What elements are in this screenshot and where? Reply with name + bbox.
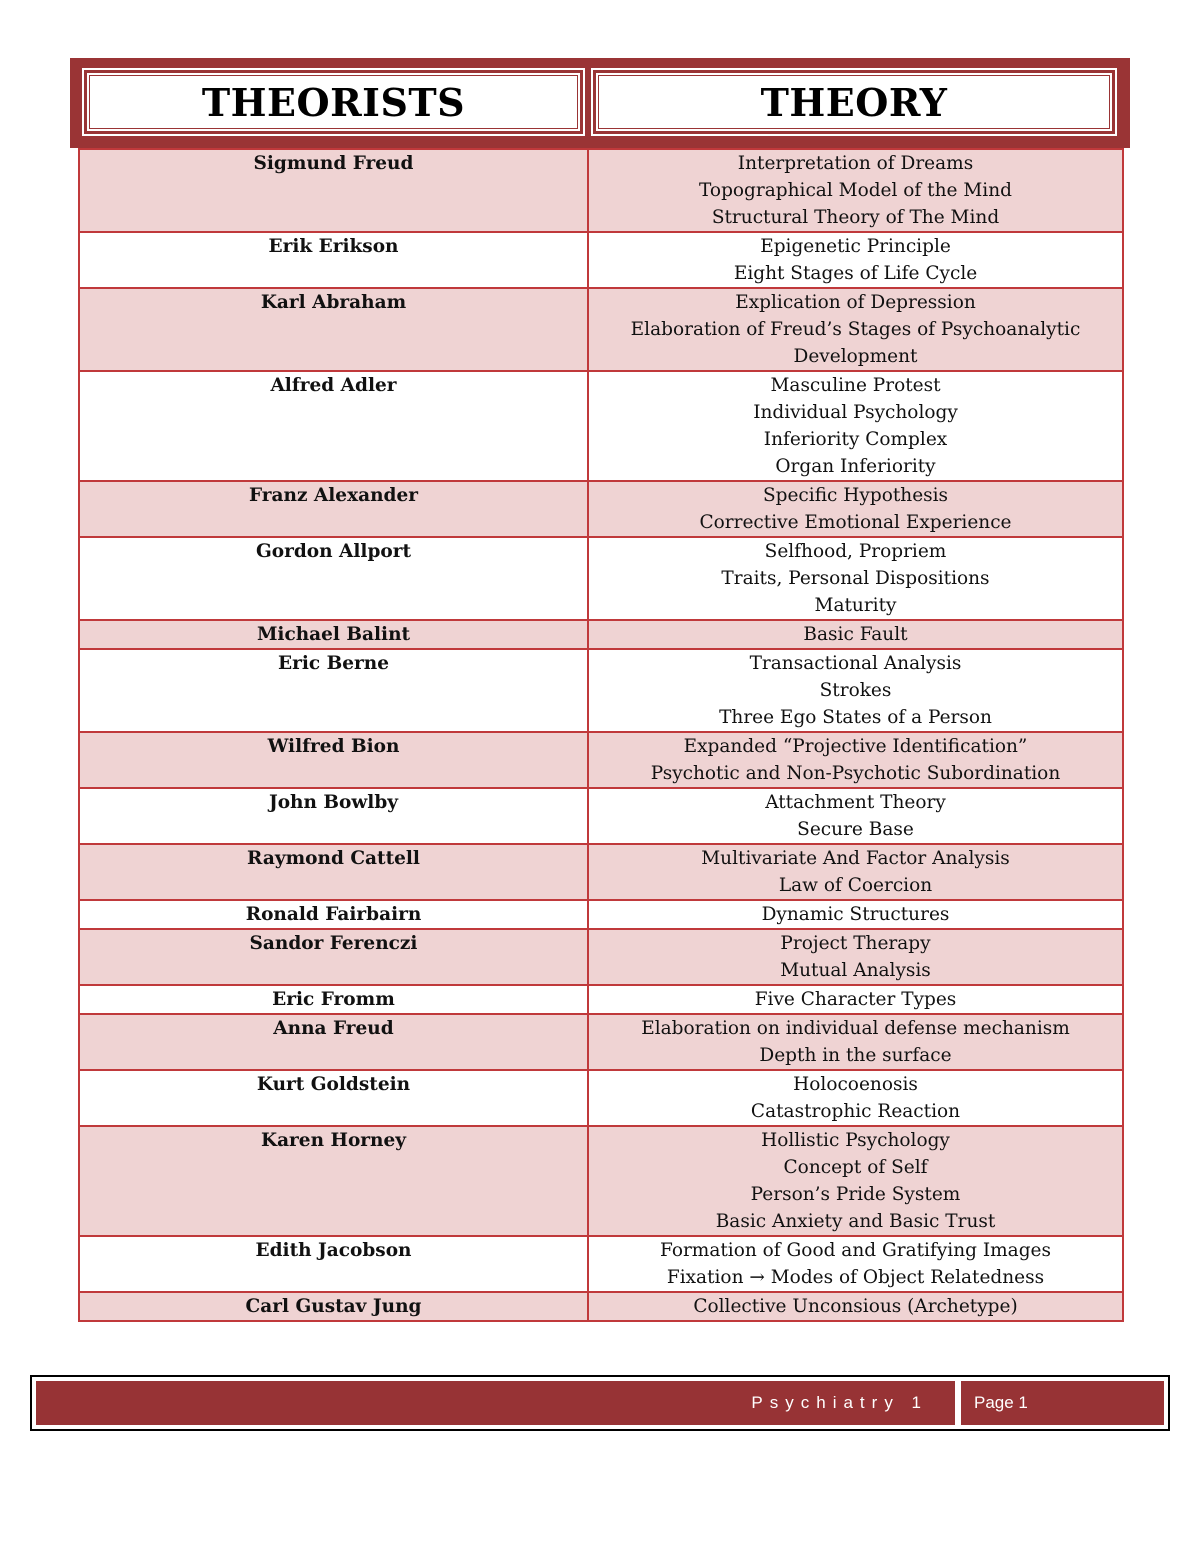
table-row	[79, 481, 1123, 537]
theory-item: Concept of Self	[783, 1157, 928, 1178]
theory-item: Formation of Good and Gratifying Images	[660, 1240, 1051, 1261]
theory-item: Catastrophic Reaction	[750, 1101, 961, 1122]
theory-item: Interpretation of Dreams	[737, 153, 974, 174]
theory-item: Inferiority Complex	[763, 429, 948, 450]
theorist-name: Wilfred Bion	[79, 732, 588, 788]
theorist-name: Karl Abraham	[79, 288, 588, 371]
theory-cell	[588, 732, 1123, 788]
table-row	[79, 1126, 1123, 1236]
theory-item: Strokes	[819, 680, 892, 701]
theory-cell	[588, 1126, 1123, 1236]
theory-item: Psychotic and Non-Psychotic Subordination	[650, 763, 1061, 784]
footer-bar	[36, 1381, 1164, 1425]
page-footer	[30, 1375, 1170, 1431]
table-row	[79, 985, 1123, 1014]
table-row	[79, 1014, 1123, 1070]
table-row	[79, 929, 1123, 985]
theory-cell	[588, 649, 1123, 732]
table-row	[79, 620, 1123, 649]
theorist-name: John Bowlby	[79, 788, 588, 844]
theory-item: Law of Coercion	[778, 875, 933, 896]
table-row	[79, 232, 1123, 288]
table-row	[79, 1292, 1123, 1321]
theory-cell	[588, 1070, 1123, 1126]
theorist-name: Franz Alexander	[79, 481, 588, 537]
theory-item: Structural Theory of The Mind	[711, 207, 1000, 228]
theorist-name: Sandor Ferenczi	[79, 929, 588, 985]
theory-item: Three Ego States of a Person	[719, 707, 992, 728]
theorist-name: Gordon Allport	[79, 537, 588, 620]
theory-item: Secure Base	[797, 819, 914, 840]
theory-item: Corrective Emotional Experience	[699, 512, 1012, 533]
theory-item: Elaboration on individual defense mechanism	[641, 1018, 1070, 1039]
theorist-name: Eric Fromm	[79, 985, 588, 1014]
theory-item: Individual Psychology	[753, 402, 958, 423]
table-row	[79, 371, 1123, 481]
theory-item: Topographical Model of the Mind	[699, 180, 1012, 201]
table-row	[79, 1070, 1123, 1126]
theory-item: Dynamic Structures	[761, 904, 950, 925]
theory-item: Collective Unconsious (Archetype)	[693, 1296, 1018, 1317]
theory-item: Development	[793, 346, 918, 367]
theory-item: Five Character Types	[754, 989, 957, 1010]
header-theory: THEORY	[593, 70, 1115, 134]
table-row	[79, 844, 1123, 900]
theory-cell	[588, 985, 1123, 1014]
theory-item: Epigenetic Principle	[760, 236, 951, 257]
theory-item: Fixation → Modes of Object Relatedness	[666, 1267, 1045, 1288]
footer-divider	[955, 1381, 961, 1425]
table-row	[79, 1236, 1123, 1292]
theory-cell	[588, 288, 1123, 371]
theorist-name: Erik Erikson	[79, 232, 588, 288]
theory-item: Organ Inferiority	[775, 456, 936, 477]
theory-cell	[588, 620, 1123, 649]
footer-title: Psychiatry 1	[751, 1393, 928, 1412]
theorist-name: Alfred Adler	[79, 371, 588, 481]
table-row	[79, 788, 1123, 844]
theory-item: Basic Anxiety and Basic Trust	[715, 1211, 996, 1232]
theory-item: Depth in the surface	[759, 1045, 952, 1066]
theory-cell	[588, 788, 1123, 844]
page-number: Page 1	[974, 1393, 1028, 1412]
table-row	[79, 288, 1123, 371]
theorist-name: Edith Jacobson	[79, 1236, 588, 1292]
theorist-name: Ronald Fairbairn	[79, 900, 588, 929]
theory-item: Traits, Personal Dispositions	[721, 568, 990, 589]
theory-item: Specific Hypothesis	[762, 485, 949, 506]
theory-item: Mutual Analysis	[780, 960, 931, 981]
theory-item: Holocoenosis	[793, 1074, 918, 1095]
theory-item: Person’s Pride System	[750, 1184, 961, 1205]
theory-item: Explication of Depression	[735, 292, 976, 313]
table-header-frame	[70, 58, 1130, 148]
theory-cell	[588, 900, 1123, 929]
theory-cell	[588, 537, 1123, 620]
theorist-name: Raymond Cattell	[79, 844, 588, 900]
theory-item: Multivariate And Factor Analysis	[701, 848, 1010, 869]
theory-item: Attachment Theory	[765, 792, 946, 813]
theory-cell	[588, 1236, 1123, 1292]
theory-item: Eight Stages of Life Cycle	[733, 263, 978, 284]
theory-cell	[588, 481, 1123, 537]
table-row	[79, 900, 1123, 929]
theory-item: Maturity	[814, 595, 897, 616]
theory-item: Hollistic Psychology	[761, 1130, 950, 1151]
table-row	[79, 537, 1123, 620]
theory-cell	[588, 371, 1123, 481]
theory-cell	[588, 149, 1123, 232]
theorist-name: Michael Balint	[79, 620, 588, 649]
theorists-table	[78, 148, 1124, 1322]
theory-item: Selfhood, Propriem	[764, 541, 947, 562]
theory-item: Expanded “Projective Identification”	[683, 736, 1028, 757]
theory-item: Project Therapy	[780, 933, 931, 954]
theorist-name: Anna Freud	[79, 1014, 588, 1070]
theory-cell	[588, 1292, 1123, 1321]
table-row	[79, 732, 1123, 788]
theory-cell	[588, 929, 1123, 985]
table-row	[79, 149, 1123, 232]
theorist-name: Karen Horney	[79, 1126, 588, 1236]
theory-item: Masculine Protest	[770, 375, 941, 396]
theorist-name: Kurt Goldstein	[79, 1070, 588, 1126]
theory-item: Basic Fault	[803, 624, 908, 645]
theorist-name: Eric Berne	[79, 649, 588, 732]
table-row	[79, 649, 1123, 732]
header-theorists: THEORISTS	[84, 70, 583, 134]
theory-cell	[588, 1014, 1123, 1070]
theory-item: Transactional Analysis	[749, 653, 962, 674]
theory-item: Elaboration of Freud’s Stages of Psychoanalytic	[630, 319, 1081, 340]
theorist-name: Carl Gustav Jung	[79, 1292, 588, 1321]
theory-cell	[588, 232, 1123, 288]
theorist-name: Sigmund Freud	[79, 149, 588, 232]
theory-cell	[588, 844, 1123, 900]
